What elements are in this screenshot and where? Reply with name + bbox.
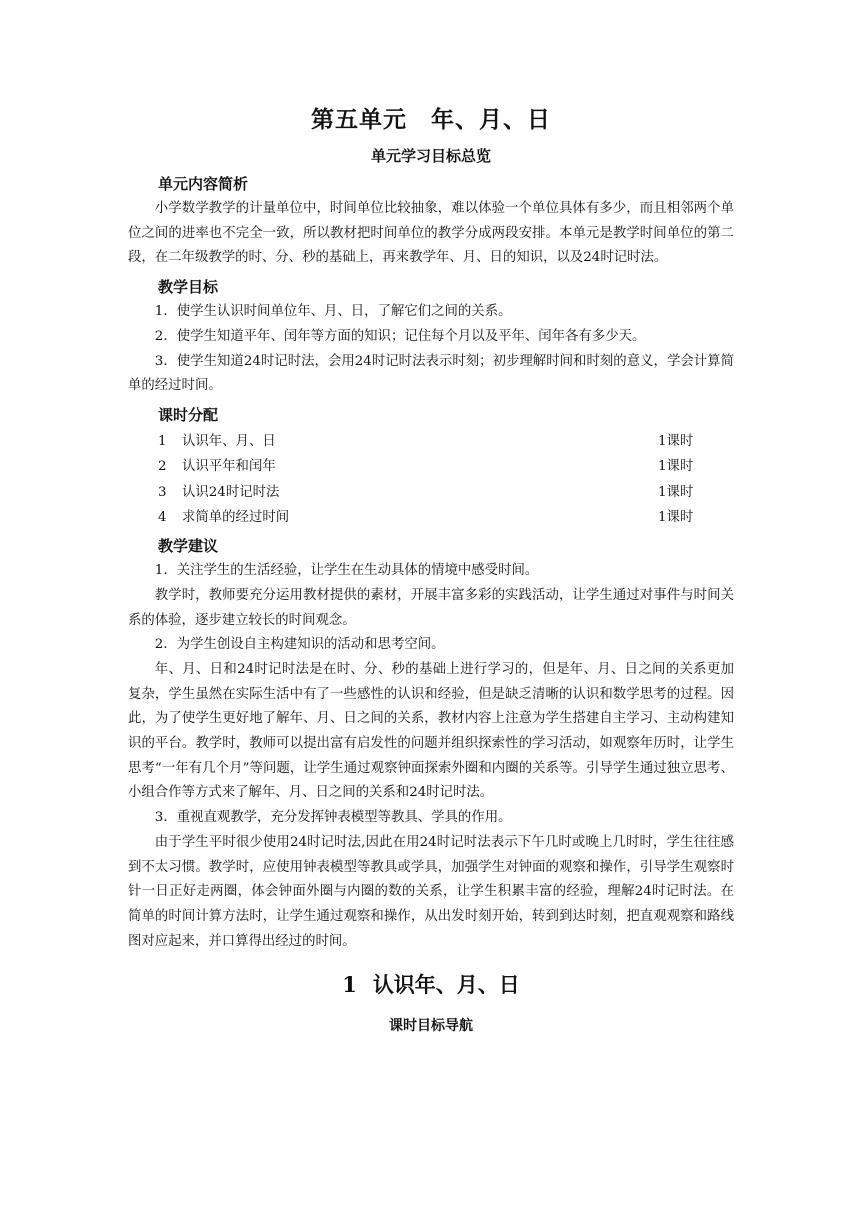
advice-paragraph: 年、月、日和24时记时法是在时、分、秒的基础上进行学习的，但是年、月、日之间的关系更加复杂，学生虽然在实际生活中有了一些感性的认识和经验，但是缺乏清晰的认识和数学思考的过程。因此，为了使学生更好地了解年、月、日之间的关系，教材内容上注意为学生搭建自主学习、主动构建知识的平台。教学时，教师可以提出富有启发性的问题并组织探索性的学习活动，如观察年历时，让学生思考“一年有几个月”等问题，让学生通过观察钟面探索外圈和内圈的关系等。引导学生通过独立思考、小组合作等方式来了解年、月、日之间的关系和24时记时法。 — [128, 661, 734, 801]
schedule-row-hours: 1课时 — [658, 509, 694, 525]
advice-paragraph: 2．为学生创设自主构建知识的活动和思考空间。 — [154, 637, 445, 653]
schedule-row-name: 求简单的经过时间 — [182, 509, 290, 525]
goal-item: 1．使学生认识时间单位年、月、日，了解它们之间的关系。 — [154, 304, 512, 320]
section-heading-goals: 教学目标 — [158, 278, 219, 297]
document-content — [128, 103, 734, 1038]
advice-paragraph: 3．重视直观教学，充分发挥钟表模型等教具、学具的作用。 — [154, 810, 512, 826]
schedule-row-name: 认识年、月、日 — [182, 433, 276, 449]
schedule-row — [128, 429, 734, 454]
advice-paragraph: 由于学生平时很少使用24时记时法,因此在用24时记时法表示下午几时或晚上几时时，学生往往感到不太习惯。教学时，应使用钟表模型等教具或学具，加强学生对钟面的观察和操作，引导学生观察时针一日正好走两圈，体会钟面外圈与内圈的数的关系，让学生积累丰富的经验，理解24时记时法。在简单的时间计算方法时，让学生通过观察和操作，从出发时刻开始，转到到达时刻，把直观观察和路线图对应起来，并口算得出经过的时间。 — [128, 834, 734, 949]
advice-paragraph: 教学时，教师要充分运用教材提供的素材，开展丰富多彩的实践活动，让学生通过对事件与时间关系的体验，逐步建立较长的时间观念。 — [128, 587, 734, 628]
chapter-title-text: 认识年、月、日 — [372, 972, 520, 998]
schedule-row-number: 1 — [158, 433, 167, 449]
goal-item: 3．使学生知道24时记时法，会用24时记时法表示时刻；初步理解时间和时刻的意义，学会计算简单的经过时间。 — [128, 353, 734, 394]
schedule-row — [128, 505, 734, 530]
section-heading-schedule: 课时分配 — [158, 405, 219, 424]
schedule-row — [128, 480, 734, 505]
schedule-row-number: 2 — [158, 459, 167, 475]
advice-paragraph: 1．关注学生的生活经验，让学生在生动具体的情境中感受时间。 — [154, 563, 539, 579]
schedule-row — [128, 454, 734, 479]
chapter-number: 1 — [342, 972, 357, 998]
schedule-row-hours: 1课时 — [658, 484, 694, 500]
schedule-row-hours: 1课时 — [658, 459, 694, 475]
section-heading-advice: 教学建议 — [158, 537, 219, 556]
schedule-list — [128, 429, 734, 530]
goal-item: 2．使学生知道平年、闰年等方面的知识；记住每个月以及平年、闰年各有多少天。 — [154, 328, 646, 344]
schedule-row-number: 3 — [158, 484, 167, 500]
schedule-row-name: 认识24时记时法 — [182, 484, 280, 500]
unit-subtitle: 单元学习目标总览 — [370, 147, 491, 165]
unit-title: 第五单元 年、月、日 — [311, 106, 551, 133]
schedule-row-number: 4 — [158, 509, 167, 525]
schedule-row-name: 认识平年和闰年 — [182, 459, 276, 475]
chapter-title — [128, 968, 734, 1002]
chapter-subheading: 课时目标导航 — [389, 1018, 473, 1035]
section-heading-content: 单元内容简析 — [158, 175, 249, 193]
content-paragraph: 小学数学教学的计量单位中，时间单位比较抽象，难以体验一个单位具体有多少，而且相邻两个单位之间的进率也不完全一致，所以教材把时间单位的教学分成两段安排。本单元是教学时间单位的第二段，在二年级教学的时、分、秒的基础上，再来教学年、月、日的知识，以及24时记时法。 — [128, 201, 734, 266]
schedule-row-hours: 1课时 — [658, 433, 694, 449]
